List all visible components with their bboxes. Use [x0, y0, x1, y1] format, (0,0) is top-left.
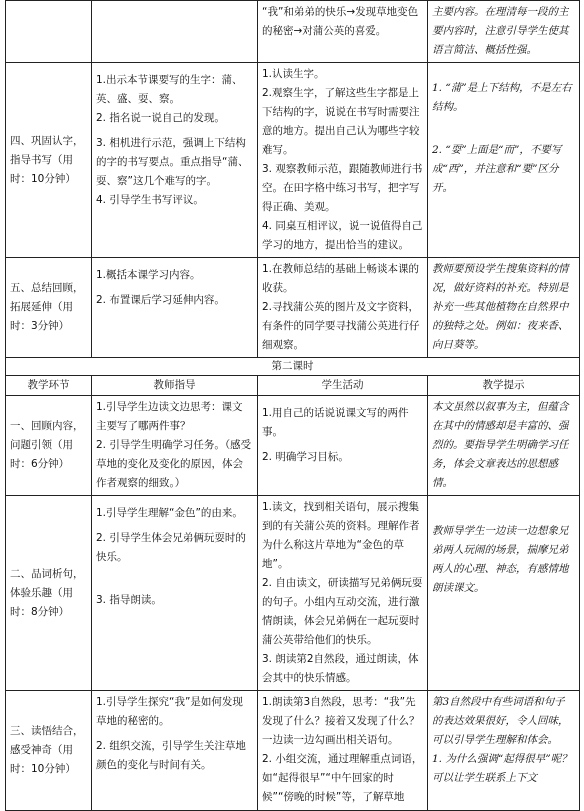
stage-cell-empty [6, 1, 92, 63]
activity-cell [258, 396, 428, 496]
tip-text: 本文虽然以叙事为主，但蕴含在其中的情感却是丰富的、强烈的。要指导学生明确学习任务，体会文章表达的思想感情。 [432, 401, 569, 489]
stage-label: 一、回顾内容，问题引领（用时：6分钟） [10, 420, 84, 470]
activity-item: 4. 同桌互相评议，说一说值得自己学习的地方，提出恰当的建议。 [262, 220, 423, 251]
guide-item: 1.引导学生探究“我”是如何发现草地的秘密的。 [96, 696, 243, 727]
stage-cell [6, 396, 92, 496]
table-row-step1 [6, 396, 580, 496]
table-row-lesson-title [6, 358, 580, 376]
activity-cell [258, 1, 428, 63]
lesson-title-cell [6, 358, 580, 376]
tip-text: 主要内容。在理清每一段的主要内容时，注意引导学生使其语言简洁、概括性强。 [432, 6, 569, 56]
guide-item: 4. 引导学生书写评议。 [96, 194, 204, 206]
guide-item: 1.引导学生边读文边思考：课文主要写了哪两件事？ [96, 401, 243, 432]
activity-item: 1.认读生字。 [262, 68, 325, 80]
lesson-title: 第二课时 [271, 360, 314, 372]
guide-item: 2. 引导学生体会兄弟俩玩耍时的快乐。 [96, 532, 246, 563]
stage-cell [6, 496, 92, 691]
activity-text: “我”和弟弟的快乐→发现草地变色的秘密→对蒲公英的喜爱。 [262, 6, 419, 37]
activity-item: 1.用自己的话说说课文写的两件事。 [262, 407, 409, 438]
guide-item: 2. 指名说一说自己的发现。 [96, 112, 225, 124]
header-tip: 教学提示 [428, 376, 580, 396]
tip-item: 2. “耍”上面是“而”，不要写成“西”，并注意和“要”区分开。 [432, 144, 562, 194]
stage-label: 四、巩固认字，指导书写（用时：10分钟） [10, 134, 84, 185]
guide-item: 2. 布置课后学习延伸内容。 [96, 294, 225, 306]
stage-label: 二、品词析句，体验乐趣（用时：8分钟） [10, 567, 84, 618]
tip-cell [428, 691, 580, 811]
header-stage: 教学环节 [6, 376, 92, 396]
guide-item: 3. 指导朗读。 [96, 594, 162, 606]
activity-item: 3. 朗读第2自然段，通过朗读，体会其中的快乐情感。 [262, 653, 419, 684]
tip-cell [428, 396, 580, 496]
table-row-step2 [6, 496, 580, 691]
guide-item: 2. 组织交流，引导学生关注草地颜色的变化与时间有关。 [96, 740, 246, 771]
table-row-section5 [6, 258, 580, 358]
lesson-plan-table [5, 0, 580, 811]
guide-item: 2. 引导学生明确学习任务。（感受草地的变化及变化的原因，体会作者观察的细致。） [96, 439, 252, 489]
activity-item: 2.观察生字，了解这些生字都是上下结构的字，说说在书写时需要注意的地方。提出自己认为哪些字较难写。 [262, 87, 420, 156]
stage-label: 五、总结回顾，拓展延伸（用时：3分钟） [10, 282, 84, 332]
tip-cell [428, 496, 580, 691]
tip-cell [428, 258, 580, 358]
guide-cell [92, 63, 258, 258]
activity-cell [258, 63, 428, 258]
guide-item: 1.概括本课学习内容。 [96, 269, 201, 281]
guide-cell [92, 691, 258, 811]
stage-label: 三、读悟结合，感受神奇（用时：10分钟） [10, 725, 84, 775]
tip-text: 教师要预设学生搜集资料的情况，做好资料的补充。特别是补充一些其他植物在自然界中的独特之处。例如：夜来香、向日葵等。 [432, 263, 569, 351]
activity-item: 2. 明确学习目标。 [262, 451, 349, 463]
tip-text: 1. 为什么强调“起得很早”呢？可以让学生联系上下文 [432, 753, 572, 784]
table-row-step3 [6, 691, 580, 811]
header-guide: 教师指导 [92, 376, 258, 396]
tip-cell [428, 1, 580, 63]
guide-item: 1.引导学生理解“金色”的由来。 [96, 507, 243, 519]
activity-item: 1.在教师总结的基础上畅谈本课的收获。 [262, 263, 420, 294]
guide-cell [92, 396, 258, 496]
activity-item: 1.读文，找到相关语句，展示搜集到的有关蒲公英的资料。理解作者为什么称这片草地为“金色的草地”。 [262, 501, 420, 570]
table-row-section4 [6, 63, 580, 258]
activity-cell [258, 691, 428, 811]
header-activity: 学生活动 [258, 376, 428, 396]
stage-cell [6, 691, 92, 811]
guide-cell-empty [92, 1, 258, 63]
activity-cell [258, 496, 428, 691]
tip-cell [428, 63, 580, 258]
stage-cell [6, 258, 92, 358]
activity-item: 2. 自由读文，研读描写兄弟俩玩耍的句子。小组内互动交流，进行激情朗读，体会兄弟俩在一起玩耍时蒲公英带给他们的快乐。 [262, 577, 423, 646]
activity-item: 3. 观察教师示范，跟随教师进行书空。在田字格中练习书写，把字写得正确、美观。 [262, 163, 423, 213]
table-header-row [6, 376, 580, 396]
tip-item: 1. “蒲”是上下结构，不是左右结构。 [432, 82, 572, 113]
guide-cell [92, 258, 258, 358]
table-row-continuation [6, 1, 580, 63]
guide-cell [92, 496, 258, 691]
stage-cell [6, 63, 92, 258]
guide-item: 3. 相机进行示范，强调上下结构的字的书写要点。重点指导“蒲、耍、察”这几个难写的字。 [96, 137, 249, 187]
activity-item: 1.朗读第3自然段，思考：“我”先发现了什么？接着又发现了什么？一边读一边勾画出相关语句。 [262, 696, 420, 746]
activity-cell [258, 258, 428, 358]
tip-text: 第3自然段中有些词语和句子的表达效果很好，令人回味，可以引导学生理解和体会。 [432, 696, 569, 746]
activity-item: 2.寻找蒲公英的图片及文字资料，有条件的同学要寻找蒲公英进行仔细观察。 [262, 301, 420, 351]
activity-item: 2. 小组交流，通过理解重点词语，如“起得很早”“中午回家的时候”“傍晚的时候”等，了解草地 [262, 753, 423, 803]
guide-item: 1.出示本节课要写的生字：蒲、英、盛、耍、察。 [96, 74, 243, 105]
tip-text: 教师导学生一边读一边想象兄弟两人玩闹的场景，揣摩兄弟两人的心理、神态，有感情地朗读课文。 [432, 525, 569, 594]
